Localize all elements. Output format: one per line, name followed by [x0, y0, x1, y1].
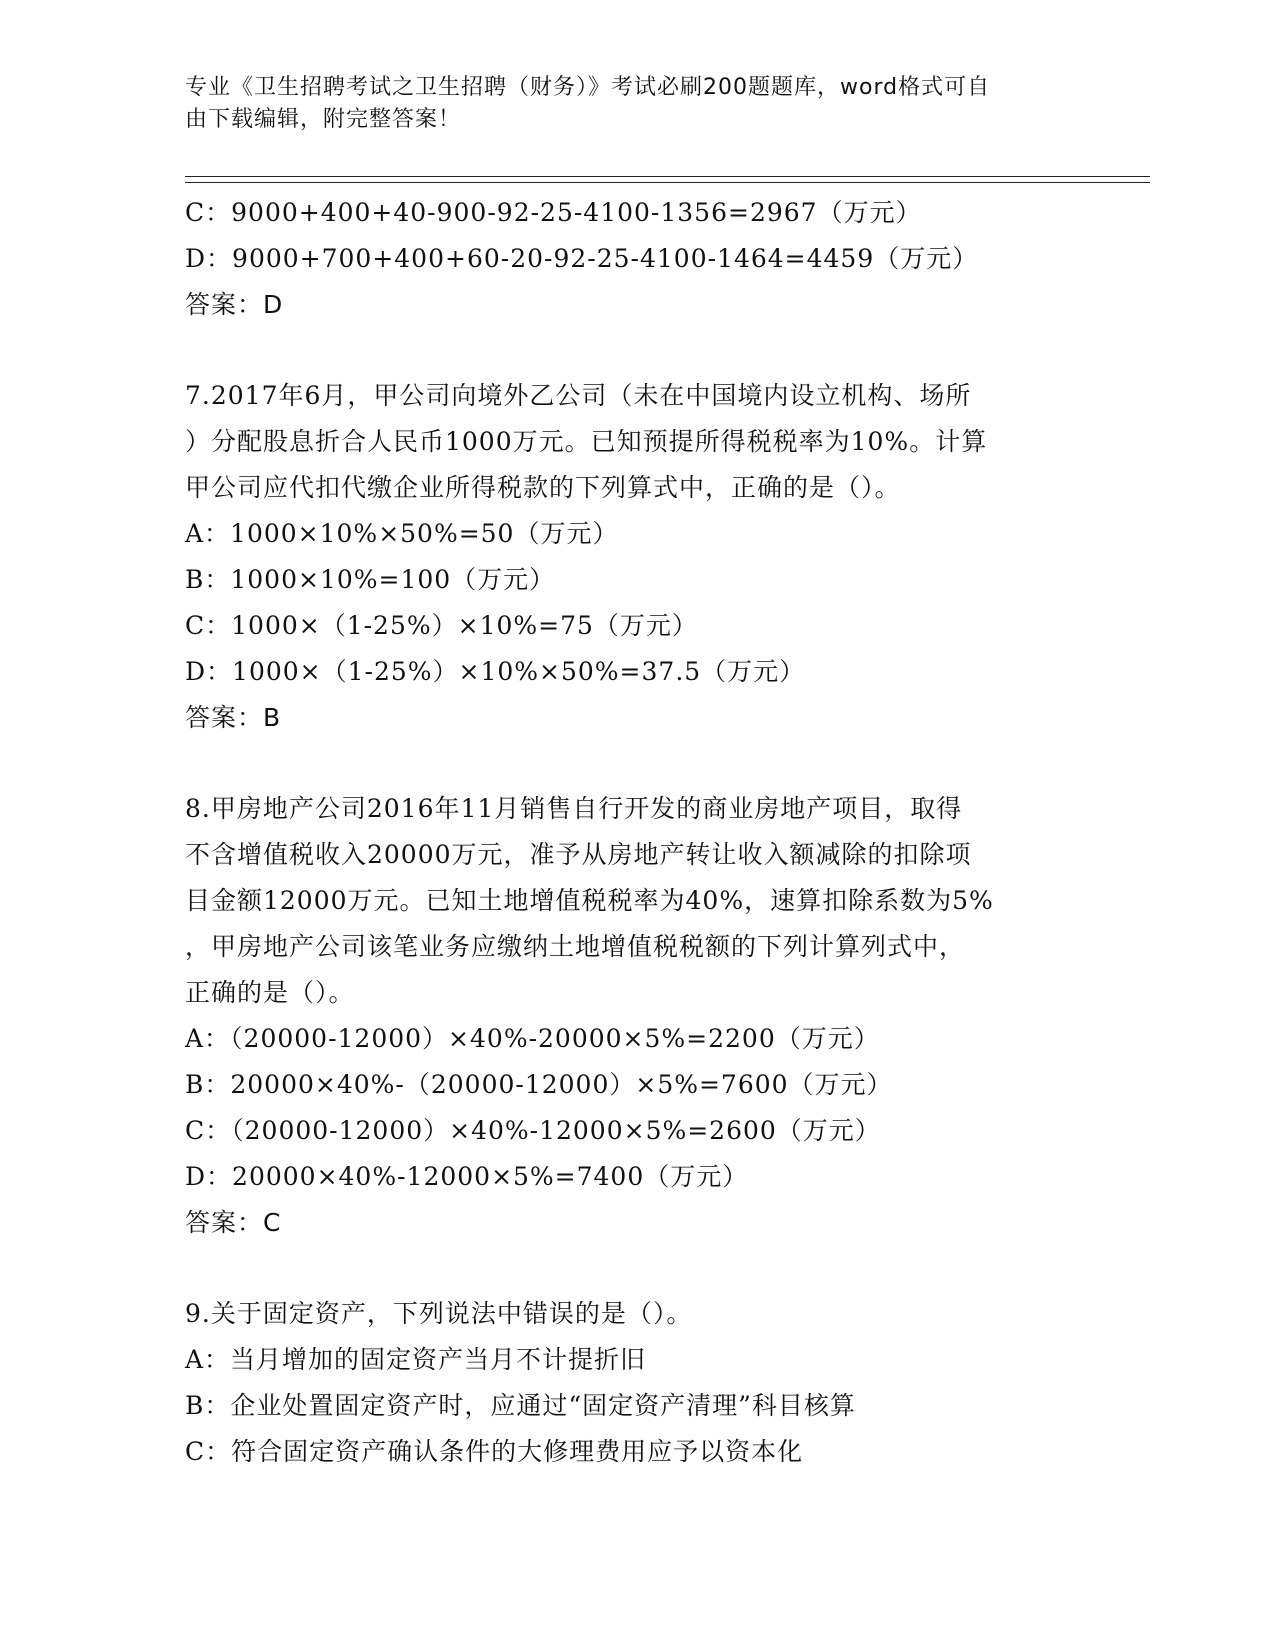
header-divider: [185, 176, 1150, 183]
question-stem-line: ）分配股息折合人民币1000万元。已知预提所得税税率为10%。计算: [185, 427, 988, 456]
question-stem-line: 目金额12000万元。已知土地增值税税率为40%，速算扣除系数为5%: [185, 886, 994, 915]
option-c: C：1000×（1-25%）×10%=75（万元）: [185, 611, 698, 640]
option-c: C：（20000-12000）×40%-12000×5%=2600（万元）: [185, 1116, 881, 1145]
option-d: D：1000×（1-25%）×10%×50%=37.5（万元）: [185, 657, 806, 686]
question-7: [185, 373, 1085, 741]
answer: 答案：D: [185, 290, 284, 319]
question-stem-line: 甲公司应代扣代缴企业所得税款的下列算式中，正确的是（）。: [185, 473, 901, 502]
question-stem-line: 9.关于固定资产，下列说法中错误的是（）。: [185, 1299, 693, 1328]
option-a: A：（20000-12000）×40%-20000×5%=2200（万元）: [185, 1024, 880, 1053]
option-b: B：企业处置固定资产时，应通过“固定资产清理”科目核算: [185, 1391, 856, 1420]
option-d: D：20000×40%-12000×5%=7400（万元）: [185, 1162, 749, 1191]
option-b: B：1000×10%=100（万元）: [185, 565, 556, 594]
document-body: [185, 190, 1085, 1475]
question-stem-line: 8.甲房地产公司2016年11月销售自行开发的商业房地产项目，取得: [185, 794, 963, 823]
option-a: A：当月增加的固定资产当月不计提折旧: [185, 1345, 647, 1374]
question-stem-line: 正确的是（）。: [185, 978, 355, 1007]
previous-question-tail: [185, 190, 1085, 328]
option-a: A：1000×10%×50%=50（万元）: [185, 519, 619, 548]
option-c: C：符合固定资产确认条件的大修理费用应予以资本化: [185, 1437, 804, 1466]
header-line-2: 由下载编辑，附完整答案！: [185, 107, 462, 132]
header-line-1: 专业《卫生招聘考试之卫生招聘（财务）》考试必刷200题题库，word格式可自: [185, 75, 991, 100]
answer: 答案：C: [185, 1208, 282, 1237]
question-stem-line: 7.2017年6月，甲公司向境外乙公司（未在中国境内设立机构、场所: [185, 381, 972, 410]
option-c: C：9000+400+40-900-92-25-4100-1356=2967（万元）: [185, 198, 922, 227]
spacer: [185, 1246, 1085, 1291]
spacer: [185, 741, 1085, 786]
option-b: B：20000×40%-（20000-12000）×5%=7600（万元）: [185, 1070, 893, 1099]
answer: 答案：B: [185, 703, 282, 732]
question-stem-line: ，甲房地产公司该笔业务应缴纳土地增值税税额的下列计算列式中，: [185, 932, 966, 961]
page-header: [185, 72, 1085, 136]
question-9: [185, 1291, 1085, 1475]
question-stem-line: 不含增值税收入20000万元，准予从房地产转让收入额减除的扣除项: [185, 840, 972, 869]
question-8: [185, 786, 1085, 1246]
option-d: D：9000+700+400+60-20-92-25-4100-1464=4459（万元）: [185, 244, 979, 273]
spacer: [185, 328, 1085, 373]
